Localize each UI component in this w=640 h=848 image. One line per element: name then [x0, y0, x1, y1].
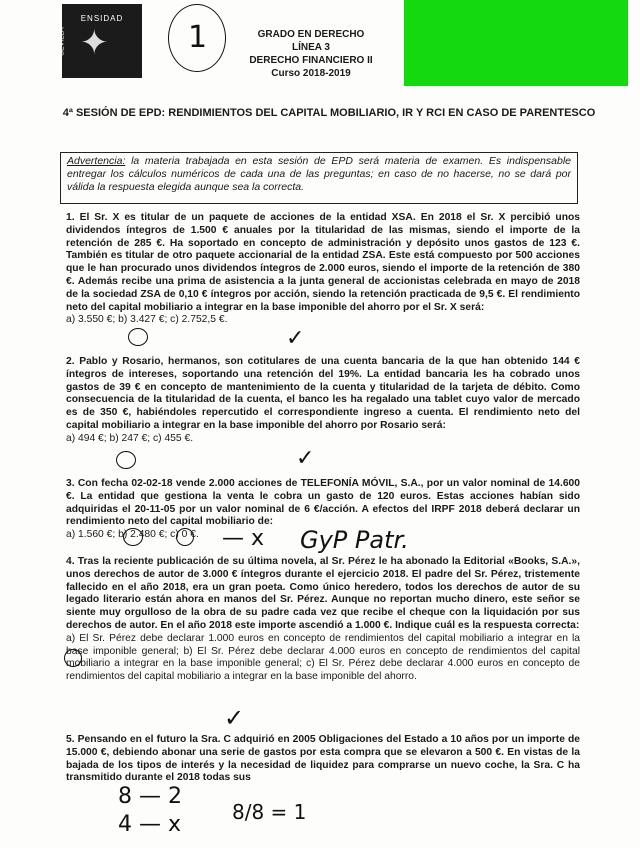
redaction-block: [404, 0, 628, 86]
question-5-stem: 5. Pensando en el futuro la Sra. C adquirió en 2005 Obligaciones del Estado a 10 años por un importe de 15.000 €, debiendo abonar una serie de gastos por esta compra que se elevaron a 500 €. En vistas de la bajada de los tipos de interés y la necesidad de liquidez para comprarse un nuevo coche, la Sra. C ha transmitido durante el 2018 todas sus: [66, 734, 580, 784]
question-4-options: a) El Sr. Pérez debe declarar 1.000 euros en concepto de rendimientos del capital mobiliario a integrar en la base imponible general; b) El Sr. Pérez debe declarar 4.000 euros en concepto de rendimientos del capital mobiliario a integrar en la base imponible general; c) El Sr. Pérez debe declarar 4.000 euros en concepto de rendimientos del capital mobiliario a integrar en la base imponible del ahorro.: [66, 632, 580, 683]
answer-circle-q2: [116, 451, 136, 469]
question-4-stem: 4. Tras la reciente publicación de su última novela, al Sr. Pérez le ha abonado la Editorial «Books, S.A.», unos derechos de autor de 3.000 € íntegros durante el ejercicio 2018. El padre del Sr. Pérez, tristemente fallecido en el año 2018, era un gran poeta. Como único heredero, todos los derechos de autor de su legado literario están ahora en manos del Sr. Pérez. Aunque no reportan mucho dinero, este señor se siente muy orgulloso de la obra de su padre cada vez que recibe el cheque con la liquidación por sus derechos de autor. En el año 2018 este importe ascendió a 1.000 €. Indique cuál es la respuesta correcta:: [66, 556, 580, 631]
question-2-stem: 2. Pablo y Rosario, hermanos, son cotitulares de una cuenta bancaria de la que han obtenido 144 € íntegros de intereses, soportando una retención del 19%. La entidad bancaria les ha cobrado unos gastos de 39 € en concepto de mantenimiento de la cuenta y titularidad de la tarjeta de débito. Como consecuencia de la titularidad de la cuenta, el banco les ha regalado una tablet cuyo valor de mercado es de 350 €, habiéndoles repercutido el correspondiente ingreso a cuenta. El rendimiento neto del capital mobiliario a integrar en la base imponible del ahorro por Rosario será:: [66, 356, 580, 431]
course-header: [236, 28, 386, 80]
logo-text-side: SEVILLA: [58, 27, 66, 56]
question-1-options: a) 3.550 €; b) 3.427 €; c) 2.752,5 €.: [66, 314, 228, 326]
handwritten-calc-line-2: 4 — x: [118, 812, 182, 837]
handwritten-page-number: 1: [188, 20, 208, 55]
warning-label: Advertencia:: [67, 155, 126, 167]
warning-text: la materia trabajada en esta sesión de EPD será materia de examen. Es indispensable entregar los cálculos numéricos de cada una de las preguntas; en caso de no hacerse, no se dará por válida la respuesta elegida aunque sea la correcta.: [67, 155, 571, 193]
handwritten-calc-line-1: 8 — 2: [118, 784, 182, 809]
logo-text-top: ENSIDAD: [80, 14, 124, 23]
logo-emblem-icon: ✦: [80, 24, 109, 62]
header-line-degree: GRADO EN DERECHO: [257, 29, 365, 40]
answer-circle-q1: [128, 328, 148, 346]
check-mark-q4: ✓: [224, 704, 245, 732]
question-2-options: a) 494 €; b) 247 €; c) 455 €.: [66, 432, 194, 444]
check-mark-q1: ✓: [286, 326, 305, 351]
university-logo: [58, 4, 142, 78]
answer-circle-q3-c: [176, 528, 194, 546]
handwritten-note-gyp: GyP Patr.: [300, 526, 409, 554]
header-line-subject: DERECHO FINANCIERO II: [249, 55, 373, 66]
answer-circle-q3: [123, 528, 143, 546]
question-3-options: a) 1.560 €; b) 2.480 €; c) 0 €.: [66, 529, 199, 541]
handwritten-calc-fraction: 8/8 = 1: [232, 800, 307, 824]
question-1-stem: 1. El Sr. X es titular de un paquete de acciones de la entidad XSA. En 2018 el Sr. X percibió unos dividendos íntegros de 1.500 € anuales por la titularidad de las mismas, siendo el importe de la retención de 285 €. Ha soportado en concepto de administración y depósito unos gastos de 123 €. También es titular de otro paquete accionarial de la entidad ZSA. Este está compuesto por 500 acciones que le han procurado unos dividendos íntegros de 2.000 euros, siendo el importe de la retención de 380 €. Además recibe una prima de asistencia a la junta general de accionistas celebrada en mayo de 2018 de la sociedad ZSA de 0,10 € íntegros por acción, siendo la retención practicada de 9,5 €. El rendimiento neto del capital mobiliario a integrar en la base imponible del ahorro por el Sr. X será:: [66, 212, 580, 313]
cross-mark-q3: — x: [222, 526, 265, 551]
session-title: 4ª SESIÓN DE EPD: RENDIMIENTOS DEL CAPITAL MOBILIARIO, IR Y RCI EN CASO DE PARENTESCO: [62, 107, 596, 119]
answer-circle-q4: [64, 649, 82, 667]
header-line-year: Curso 2018-2019: [271, 68, 351, 79]
question-1: [66, 212, 580, 327]
question-4: [66, 556, 580, 684]
question-5: [66, 734, 580, 785]
question-3-stem: 3. Con fecha 02-02-18 vende 2.000 acciones de TELEFONÍA MÓVIL, S.A., por un valor nominal de 14.600 €. La entidad que gestiona la venta le cobra un gasto de 120 euros. Estas acciones habían sido adquiridas el 20-11-05 por un valor nominal de 6 €/acción. A efectos del IRPF 2018 deberá declarar un rendimiento neto del capital mobiliario de:: [66, 478, 580, 528]
question-2: [66, 356, 580, 446]
warning-box: [60, 152, 578, 204]
check-mark-q2: ✓: [296, 446, 315, 471]
header-line-group: LÍNEA 3: [292, 42, 330, 53]
